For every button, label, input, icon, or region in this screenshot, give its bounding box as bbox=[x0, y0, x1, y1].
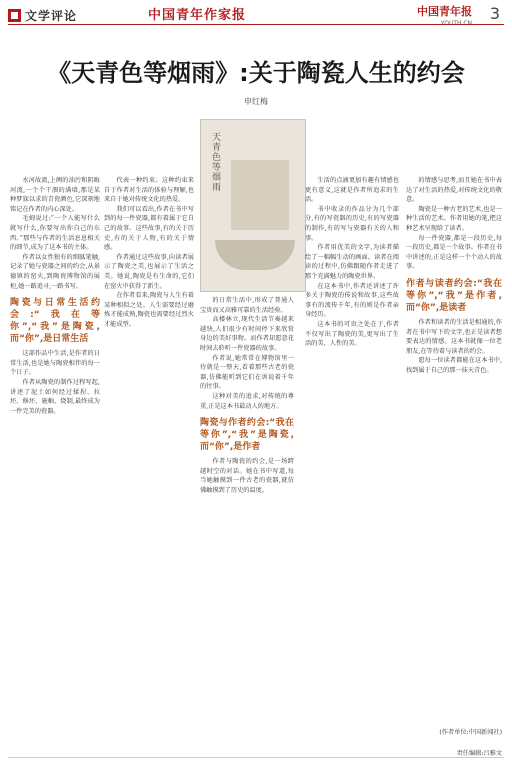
paragraph: 作者从陶瓷的制作过程写起,讲述了泥土如何经过揉捏、拉坯、修坯、施釉、烧制,最终成为一件完美的瓷器。 bbox=[10, 378, 100, 415]
paragraph: 每一件瓷器,都是一段历史,每一段历史,都是一个故事。作者在书中讲述的,正是这样一个个动人的故事。 bbox=[406, 234, 502, 271]
paragraph: 愿每一位读者都能在这本书中,找到属于自己的那一抹天青色。 bbox=[406, 357, 502, 374]
article-column-5 bbox=[406, 176, 502, 376]
article-column-1 bbox=[10, 176, 100, 416]
footer-divider bbox=[8, 757, 504, 758]
section-marker-icon bbox=[8, 9, 21, 22]
porcelain-bowl-graphic bbox=[215, 240, 295, 270]
section-name: 文学评论 bbox=[25, 9, 78, 23]
header-divider bbox=[8, 24, 504, 25]
page-number: 3 bbox=[489, 4, 500, 23]
newspaper-name: 中国青年作家报 bbox=[148, 8, 247, 23]
cover-artwork bbox=[231, 160, 289, 230]
section-subheading: 陶瓷与日常生活约会:“我在等你”,“我”是陶瓷,而“你”,是日常生活 bbox=[10, 298, 100, 345]
article-column-4 bbox=[305, 176, 399, 349]
section-label bbox=[8, 7, 77, 24]
article-author: 申红梅 bbox=[244, 97, 268, 106]
article-column-2 bbox=[104, 176, 194, 330]
paragraph: 的情感与思考,而且她在书中表达了对生活的热爱,对传统文化的敬意。 bbox=[406, 177, 502, 204]
page-header bbox=[0, 0, 512, 26]
section-subheading: 陶瓷与作者约会:“我在等你”,“我”是陶瓷,而“你”,是作者 bbox=[200, 418, 294, 453]
book-cover-image bbox=[200, 119, 306, 292]
paragraph: 作者以女性独有的细腻笔触,记录了她与瓷器之间的约会,从景德镇的窑火,到陶瓷博物馆的展柜,她一路追寻,一路书写。 bbox=[10, 253, 100, 290]
paragraph: 水河故流,上阙的油污和阴晦河流,一个个干涸的满墙,那是某种梦寐以求的青瓷颜色,它深刻地铭记在作者的内心深处。 bbox=[10, 177, 100, 213]
article-column-3 bbox=[200, 296, 294, 496]
paragraph: 这本书的可贵之处在于,作者不仅写出了陶瓷的美,更写出了生活的美、人性的美。 bbox=[305, 320, 399, 348]
paragraph: 作者和读者的生活是相通的,作者在书中写下的文字,也正是读者想要表达的情感。这本书就像一位老朋友,在等待着与读者的约会。 bbox=[406, 318, 502, 355]
paragraph: 书中收录的作品分为几个部分,有的写瓷器的历史,有的写瓷器的制作,有的写与瓷器有关的人和事。 bbox=[305, 205, 399, 242]
paragraph: 作者说,她常常在博物馆里一待就是一整天,看着那些古老的瓷器,仿佛能听到它们在诉说着千年的往事。 bbox=[200, 354, 294, 391]
paragraph: 的日常生活中,形成了普通人宝贵而又高雅可靠的生活经验。 bbox=[200, 297, 294, 314]
paragraph: 这种对美的追求,对传统的尊重,正是这本书最动人的地方。 bbox=[200, 392, 294, 410]
paragraph: 在作者看来,陶瓷与人生有着某种相似之处。人生需要经过磨炼才能成熟,陶瓷也需要经过烈火才能成型。 bbox=[104, 292, 194, 328]
paragraph: 在这本书中,作者还讲述了许多关于陶瓷的传说和故事,这些故事有的流传千年,有的则是作者亲身经历。 bbox=[305, 282, 399, 319]
paragraph: 毛姆说过:“一个人能写什么就写什么,你要写出你自己的东西。”那些与作者的生活息息相关的细节,成为了这本书的主体。 bbox=[10, 215, 100, 252]
site-url: YOUTH.CN bbox=[440, 20, 472, 27]
paragraph: 作者通过这些故事,向读者展示了陶瓷之美,也展示了生活之美。她说,陶瓷是有生命的,它们在窑火中获得了新生。 bbox=[104, 253, 194, 290]
book-cover-title: 天青色等烟雨 bbox=[210, 132, 220, 192]
paragraph: 我们可以看出,作者在书中写到的每一件瓷器,都有着属于它自己的故事。这些故事,有的关于历史,有的关于人物,有的关于情感。 bbox=[104, 205, 194, 252]
author-affiliation: (作者单位:中国新闻社) bbox=[439, 729, 502, 736]
paragraph: 代表一种约束。这种约束来自于作者对生活的体验与理解,也来自于她对传统文化的热爱。 bbox=[104, 177, 194, 204]
section-subheading: 作者与读者约会:“我在等你”,“我”是作者,而“你”,是读者 bbox=[406, 278, 502, 313]
logo-text: 中国青年报 bbox=[417, 5, 472, 18]
paragraph: 陶瓷是一种古老的艺术,也是一种生活的艺术。作者用她的笔,把这种艺术呈现给了读者。 bbox=[406, 205, 502, 232]
paragraph: 高楼林立,现代生活节奏越来越快,人们很少有时间停下来欣赏身边的美好事物。而作者却愿意花时间去聆听一件瓷器的故事。 bbox=[200, 316, 294, 352]
paragraph: 生活的点滴更加有趣有情感也更有意义,这就是作者所追求的生活。 bbox=[305, 177, 399, 204]
paragraph: 这部作品中生活,是作者的日常生活,也是她与陶瓷相伴的每一个日子。 bbox=[10, 350, 100, 377]
paragraph: 作者用优美的文字,为读者描绘了一幅幅生动的画面。读者在阅读的过程中,仿佛跟随作者走进了那个充满魅力的陶瓷世界。 bbox=[305, 244, 399, 280]
responsible-editor: 责任编辑:吕雅文 bbox=[456, 750, 502, 757]
paragraph: 作者与陶瓷的约会,是一场跨越时空的对话。她在书中写道,每当她触摸到一件古老的瓷器,就仿佛触摸到了历史的温度。 bbox=[200, 458, 294, 494]
article-title: 《天青色等烟雨》:关于陶瓷人生的约会 bbox=[47, 59, 465, 87]
